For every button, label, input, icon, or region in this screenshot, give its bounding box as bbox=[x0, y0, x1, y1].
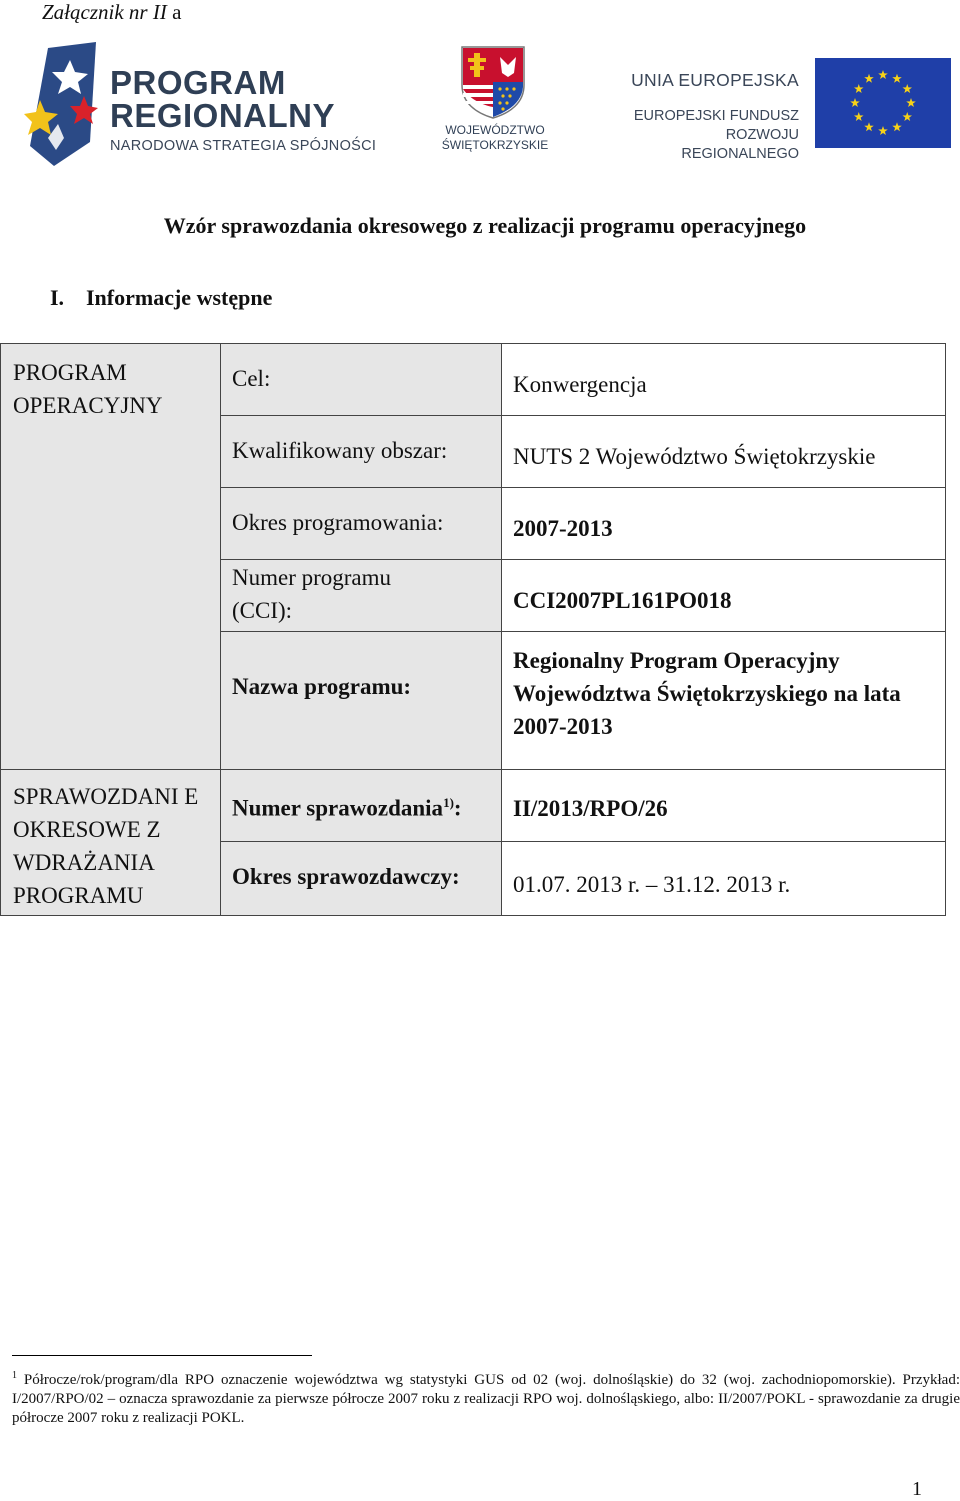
annex-label bbox=[42, 0, 181, 25]
section-number: I. bbox=[50, 285, 65, 310]
unia-europejska-logo bbox=[606, 58, 951, 162]
annex-prefix: Załącznik nr II bbox=[42, 0, 167, 24]
stars-icon bbox=[18, 42, 113, 172]
footnote-text: Półrocze/rok/program/dla RPO oznaczenie województwa wg statystyki GUS od 02 (woj. dolnośląskie) do 32 (woj. zachodniopomorskie). Przykład: I/2007/RPO/02 – oznacza sprawozdanie za pierwsze półrocze 2007 roku z realizacji RPO woj. dolnośląskiego, albo: II/2007/POKL - sprawozdanie za drugie półrocze 2007 roku z realizacji POKL. bbox=[12, 1372, 960, 1426]
numer-spr-value-cell bbox=[501, 769, 946, 842]
okres-prog-label: Okres programowania: bbox=[232, 510, 444, 535]
program-operacyjny-cell bbox=[0, 343, 221, 770]
wojewodztwo-logo bbox=[440, 45, 550, 160]
sprawozdanie-text: SPRAWOZDANI E OKRESOWE Z WDRAŻANIA PROGRAMU bbox=[13, 784, 199, 908]
nazwa-label-cell bbox=[220, 631, 502, 770]
obszar-label: Kwalifikowany obszar: bbox=[232, 438, 448, 463]
woj-line1: WOJEWÓDZTWO bbox=[445, 123, 545, 137]
okres-spr-label-cell bbox=[220, 841, 502, 916]
okres-spr-value-cell bbox=[501, 841, 946, 916]
footnote bbox=[12, 1366, 960, 1428]
ue-line2: EUROPEJSKI FUNDUSZ bbox=[633, 108, 799, 124]
woj-line2: ŚWIĘTOKRZYSKIE bbox=[441, 138, 549, 152]
section-label: Informacje wstępne bbox=[86, 285, 273, 310]
numer-spr-label-cell bbox=[220, 769, 502, 842]
footnote-ref[interactable]: 1) bbox=[443, 795, 454, 810]
obszar-value-cell bbox=[501, 415, 946, 488]
cel-label-cell bbox=[220, 343, 502, 416]
nazwa-label: Nazwa programu: bbox=[232, 674, 412, 699]
program-operacyjny-text: PROGRAM OPERACYJNY bbox=[13, 360, 163, 418]
nazwa-value: Regionalny Program Operacyjny Województwa Świętokrzyskiego na lata 2007-2013 bbox=[513, 648, 901, 739]
okres-prog-label-cell bbox=[220, 487, 502, 560]
ue-line1: UNIA EUROPEJSKA bbox=[631, 70, 799, 90]
okres-spr-value: 01.07. 2013 r. – 31.12. 2013 r. bbox=[513, 872, 791, 897]
obszar-label-cell bbox=[220, 415, 502, 488]
eu-flag-icon bbox=[815, 58, 951, 148]
obszar-value: NUTS 2 Województwo Świętokrzyskie bbox=[513, 444, 876, 469]
okres-spr-label: Okres sprawozdawczy: bbox=[232, 864, 460, 889]
page-title: Wzór sprawozdania okresowego z realizacji programu operacyjnego bbox=[163, 213, 807, 238]
sprawozdanie-cell bbox=[0, 769, 221, 916]
cel-value-cell bbox=[501, 343, 946, 416]
annex-suffix: a bbox=[166, 0, 182, 24]
program-line3: NARODOWA STRATEGIA SPÓJNOŚCI bbox=[110, 138, 377, 154]
cel-value: Konwergencja bbox=[513, 372, 647, 397]
okres-prog-value-cell bbox=[501, 487, 946, 560]
numer-prog-label: Numer programu (CCI): bbox=[232, 565, 392, 623]
ue-line3: ROZWOJU REGIONALNEGO bbox=[681, 127, 799, 162]
nazwa-value-cell bbox=[501, 631, 946, 770]
okres-prog-value: 2007-2013 bbox=[513, 516, 613, 541]
coat-of-arms-icon bbox=[460, 45, 526, 119]
numer-spr-value: II/2013/RPO/26 bbox=[513, 796, 668, 821]
footnote-divider bbox=[12, 1355, 312, 1356]
numer-prog-value: CCI2007PL161PO018 bbox=[513, 588, 732, 613]
section-heading bbox=[50, 285, 272, 311]
numer-spr-label: Numer sprawozdania$^{1)}$: bbox=[232, 795, 462, 821]
numer-prog-label-cell bbox=[220, 559, 502, 632]
program-line2: REGIONALNY bbox=[110, 97, 336, 134]
cel-label: Cel: bbox=[232, 366, 271, 391]
page-number: 1 bbox=[912, 1478, 922, 1500]
program-line1: PROGRAM bbox=[110, 64, 286, 101]
footnote-marker: 1 bbox=[12, 1370, 17, 1381]
info-table bbox=[0, 343, 946, 916]
program-regionalny-logo bbox=[18, 42, 408, 172]
numer-prog-value-cell bbox=[501, 559, 946, 632]
